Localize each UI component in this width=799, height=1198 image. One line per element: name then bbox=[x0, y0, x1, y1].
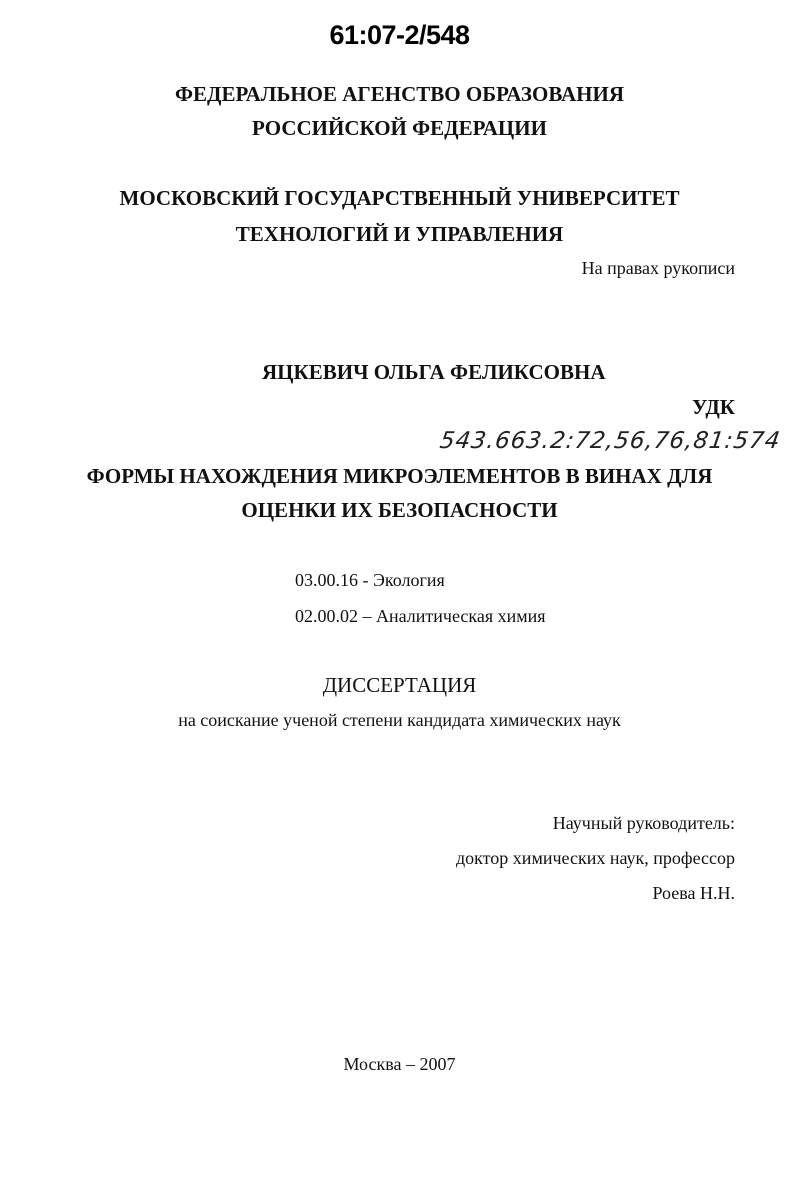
supervisor-label: Научный руководитель: bbox=[552, 813, 735, 833]
university-line-2: ТЕХНОЛОГИЙ И УПРАВЛЕНИЯ bbox=[235, 222, 564, 246]
udk-label: УДК bbox=[692, 395, 735, 419]
supervisor-title: доктор химических наук, профессор bbox=[456, 848, 735, 868]
degree-description: на соискание ученой степени кандидата химических наук bbox=[178, 710, 621, 730]
archive-stamp-number: 61:07-2/548 bbox=[329, 20, 470, 50]
title-line-2: ОЦЕНКИ ИХ БЕЗОПАСНОСТИ bbox=[241, 498, 558, 522]
document-type: ДИССЕРТАЦИЯ bbox=[322, 673, 477, 697]
title-line-1: ФОРМЫ НАХОЖДЕНИЯ МИКРОЭЛЕМЕНТОВ В ВИНАХ ДЛЯ bbox=[86, 464, 713, 488]
specialty-ecology: 03.00.16 - Экология bbox=[295, 570, 445, 590]
agency-line-1: ФЕДЕРАЛЬНОЕ АГЕНСТВО ОБРАЗОВАНИЯ bbox=[175, 82, 624, 106]
udk-handwritten-code: 543.663.2:72,56,76,81:574 bbox=[438, 428, 783, 454]
specialty-analytical-chemistry: 02.00.02 – Аналитическая химия bbox=[295, 606, 546, 626]
university-line-1: МОСКОВСКИЙ ГОСУДАРСТВЕННЫЙ УНИВЕРСИТЕТ bbox=[119, 186, 680, 210]
agency-line-2: РОССИЙСКОЙ ФЕДЕРАЦИИ bbox=[252, 116, 547, 140]
manuscript-note: На правах рукописи bbox=[581, 258, 735, 278]
author-name: ЯЦКЕВИЧ ОЛЬГА ФЕЛИКСОВНА bbox=[262, 360, 606, 384]
supervisor-name: Роева Н.Н. bbox=[652, 883, 735, 903]
place-and-year: Москва – 2007 bbox=[343, 1054, 456, 1074]
